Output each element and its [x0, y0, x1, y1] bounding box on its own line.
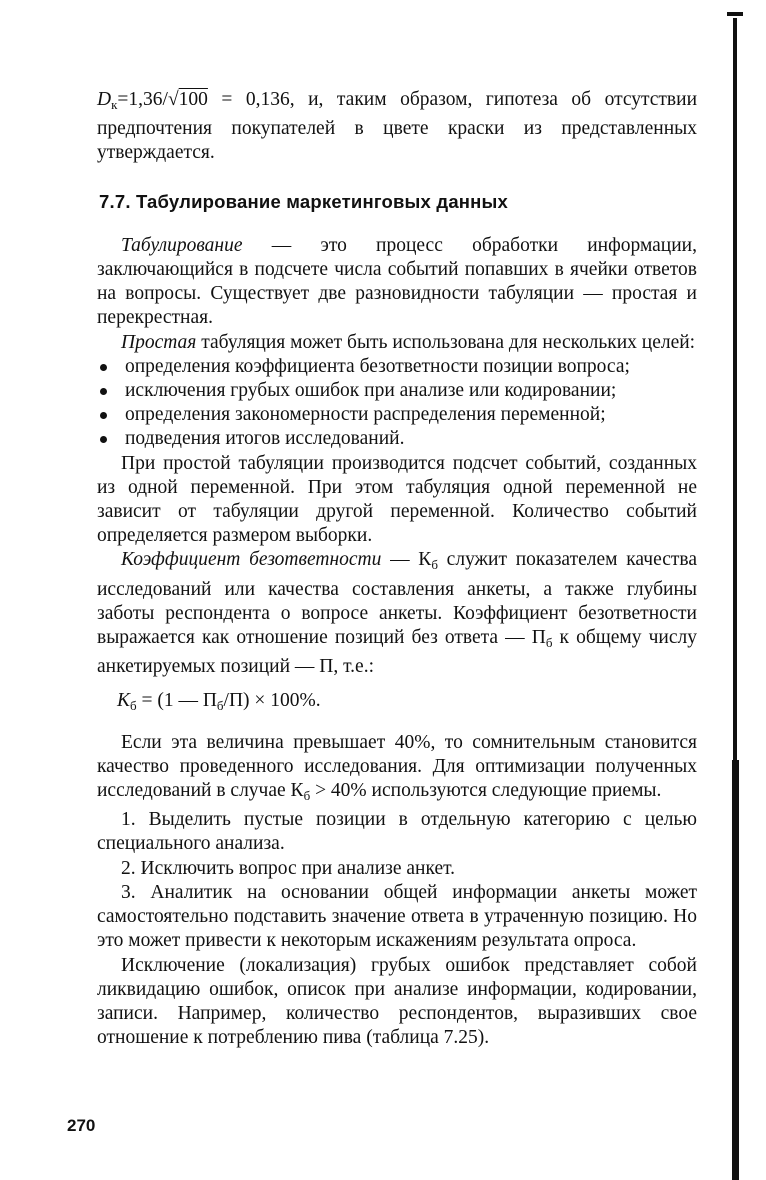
binding-edge-shadow [732, 760, 739, 1180]
term-nonresponse: Коэффициент безответности [121, 549, 382, 571]
opening-paragraph [97, 88, 697, 166]
page-number: 270 [67, 1116, 96, 1135]
sqrt-sign: √ [167, 89, 179, 110]
threshold-text: Если эта величина превышает 40%, то сомнительным становится качество проведенного исследования. Для оптимизации полученных исследований в случае К [97, 731, 697, 802]
paragraph-error-exclusion: Исключение (локализация) грубых ошибок представляет собой ликвидацию ошибок, описок при анализе информации, кодировании, записи. Например, количество респондентов, выразивших свое отношение к потреблению пива (таблица 7.25). [97, 954, 697, 1049]
page-body [97, 88, 697, 1050]
threshold-text-2: > 40% используются следующие приемы. [310, 780, 662, 802]
paragraph-tabulation [97, 234, 697, 331]
simple-text: табуляция может быть использована для нескольких целей: [196, 331, 696, 353]
formula-k-subscript: б [129, 698, 137, 714]
list-item: определения коэффициента безответности позиции вопроса; [97, 355, 697, 379]
opening-text: = 0,136, и, таким образом, гипотеза об отсутствии предпочтения покупателей в цвете краски из представленных утверждается. [97, 89, 697, 164]
dk-subscript: к [111, 97, 118, 112]
step-item: 3. Аналитик на основании общей информации анкеты может самостоятельно подставить значение ответа в утраченную позицию. Но это может привести к некоторым искажениям результата опроса. [97, 881, 697, 952]
dk-equation: =1,36/ [117, 89, 168, 110]
term-simple: Простая [121, 331, 197, 353]
formula-mid: = (1 — П [136, 690, 217, 712]
paragraph-simple-tabulation: При простой табуляции производится подсчет событий, созданных из одной переменной. При этом табуляция одной переменной не зависит от табуляции другой переменной. Количество событий определяется размером выборки. [97, 452, 697, 547]
paragraph-nonresponse [97, 548, 697, 679]
nonresponse-text: служит показателем качества исследований или качества составления анкеты, а также глубины заботы респондента о вопросе анкеты. Коэффициент безответности выражается как отношение позиций без ответа — П [97, 549, 697, 649]
nonresponse-subscript: б [431, 557, 438, 573]
nonresponse-subscript-2: б [545, 635, 553, 651]
tabulation-definition: — это процесс обработки информации, заключающийся в подсчете числа событий попавших в ячейки ответов на вопросы. Существует две разновидности табуляции — простая и перекрестная. [97, 234, 697, 329]
paragraph-simple [97, 331, 697, 355]
formula-p-subscript: б [216, 698, 224, 714]
threshold-subscript: б [303, 788, 311, 804]
section-heading: 7.7. Табулирование маркетинговых данных [99, 190, 509, 212]
term-tabulation: Табулирование [121, 234, 243, 256]
list-item: определения закономерности распределения переменной; [97, 403, 697, 427]
purpose-list [97, 355, 697, 452]
paragraph-threshold [97, 731, 697, 809]
formula-end: /П) × 100%. [223, 690, 321, 712]
step-item: 2. Исключить вопрос при анализе анкет. [121, 857, 456, 879]
list-item: подведения итогов исследований. [97, 427, 697, 451]
sqrt-value: 100 [178, 89, 208, 110]
dk-symbol: D [97, 89, 112, 110]
nonresponse-dash: — К [381, 549, 432, 571]
formula-k: К [117, 690, 130, 712]
formula [117, 689, 697, 718]
list-item: исключения грубых ошибок при анализе или кодировании; [97, 379, 697, 403]
nonresponse-text-2: к общему числу анкетируемых позиций — П, т.е.: [97, 627, 697, 678]
binding-edge-cap [727, 12, 743, 16]
step-item: 1. Выделить пустые позиции в отдельную категорию с целью специального анализа. [97, 809, 697, 855]
